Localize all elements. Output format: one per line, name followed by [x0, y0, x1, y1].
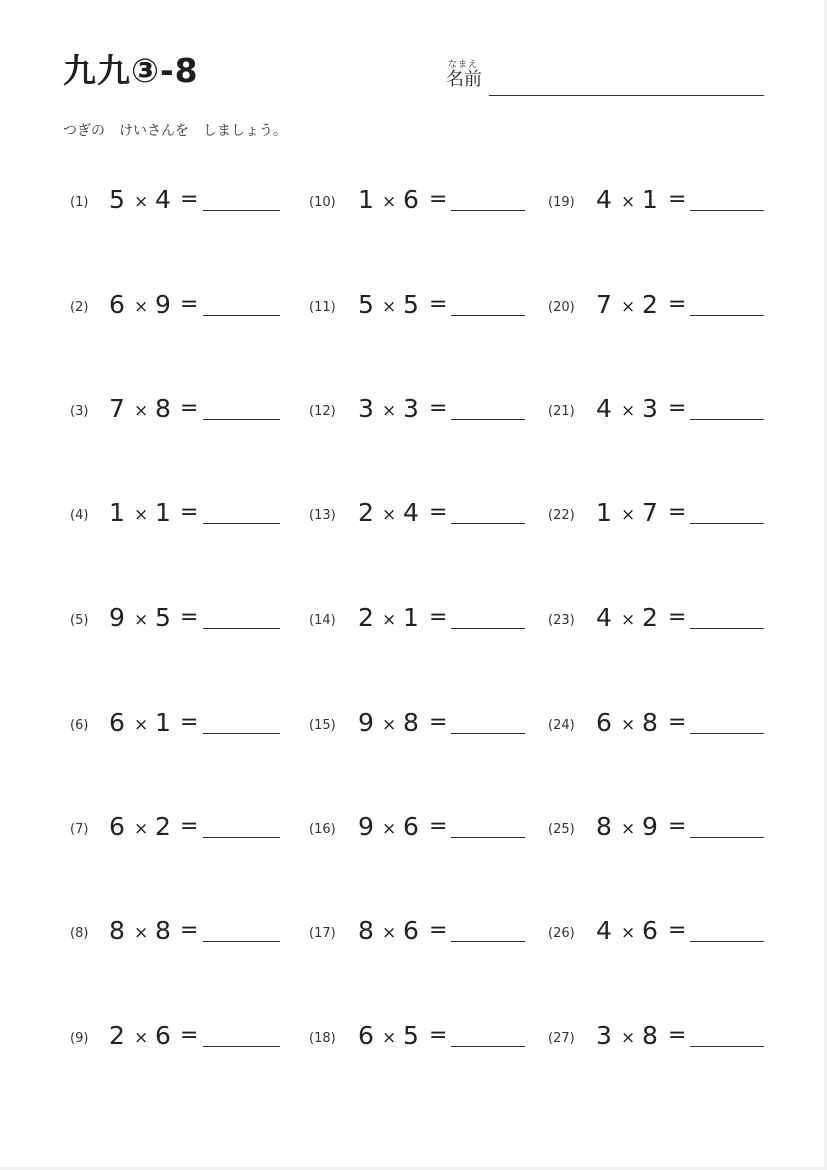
- equals-sign: =: [668, 292, 687, 317]
- multiplicand: 5: [109, 185, 125, 214]
- problem-item: [70, 601, 300, 641]
- problem-number: (9): [70, 1031, 89, 1046]
- multiplicand: 6: [109, 708, 125, 737]
- equals-sign: =: [668, 500, 687, 525]
- times-sign: ×: [621, 610, 636, 630]
- multiplier: 8: [155, 916, 171, 945]
- answer-blank[interactable]: [451, 628, 525, 629]
- problem-number: (18): [309, 1031, 336, 1046]
- times-sign: ×: [134, 923, 149, 943]
- multiplicand: 9: [358, 708, 374, 737]
- times-sign: ×: [621, 715, 636, 735]
- problem-item: [70, 288, 300, 328]
- times-sign: ×: [621, 1028, 636, 1048]
- problem-item: [548, 183, 778, 223]
- answer-blank[interactable]: [690, 837, 764, 838]
- equals-sign: =: [429, 500, 448, 525]
- name-field: [446, 60, 766, 100]
- times-sign: ×: [134, 505, 149, 525]
- times-sign: ×: [382, 923, 397, 943]
- multiplicand: 4: [596, 916, 612, 945]
- answer-blank[interactable]: [451, 1046, 525, 1047]
- problem-number: (8): [70, 926, 89, 941]
- equals-sign: =: [180, 814, 199, 839]
- problem-item: [70, 392, 300, 432]
- times-sign: ×: [382, 715, 397, 735]
- problem-number: (4): [70, 508, 89, 523]
- equals-sign: =: [668, 1023, 687, 1048]
- equals-sign: =: [180, 1023, 199, 1048]
- problem-number: (2): [70, 300, 89, 315]
- equals-sign: =: [429, 918, 448, 943]
- problem-number: (17): [309, 926, 336, 941]
- problem-number: (10): [309, 195, 336, 210]
- equals-sign: =: [180, 918, 199, 943]
- problem-item: [70, 914, 300, 954]
- problem-number: (7): [70, 822, 89, 837]
- multiplier: 6: [642, 916, 658, 945]
- problem-item: [70, 706, 300, 746]
- equals-sign: =: [429, 1023, 448, 1048]
- times-sign: ×: [134, 1028, 149, 1048]
- problem-number: (16): [309, 822, 336, 837]
- answer-blank[interactable]: [451, 210, 525, 211]
- answer-blank[interactable]: [451, 523, 525, 524]
- multiplicand: 8: [358, 916, 374, 945]
- multiplicand: 1: [596, 498, 612, 527]
- times-sign: ×: [621, 192, 636, 212]
- problem-item: [548, 706, 778, 746]
- answer-blank[interactable]: [690, 523, 764, 524]
- answer-blank[interactable]: [203, 523, 280, 524]
- answer-blank[interactable]: [451, 315, 525, 316]
- multiplicand: 1: [109, 498, 125, 527]
- problem-item: [548, 496, 778, 536]
- problem-item: [309, 810, 539, 850]
- equals-sign: =: [429, 814, 448, 839]
- answer-blank[interactable]: [690, 419, 764, 420]
- equals-sign: =: [668, 187, 687, 212]
- times-sign: ×: [134, 610, 149, 630]
- equals-sign: =: [180, 605, 199, 630]
- problem-item: [548, 1019, 778, 1059]
- answer-blank[interactable]: [203, 1046, 280, 1047]
- times-sign: ×: [382, 1028, 397, 1048]
- times-sign: ×: [621, 401, 636, 421]
- equals-sign: =: [668, 396, 687, 421]
- problem-item: [548, 914, 778, 954]
- times-sign: ×: [134, 819, 149, 839]
- problem-number: (27): [548, 1031, 575, 1046]
- problem-number: (25): [548, 822, 575, 837]
- problem-number: (3): [70, 404, 89, 419]
- multiplicand: 3: [358, 394, 374, 423]
- answer-blank[interactable]: [451, 419, 525, 420]
- multiplicand: 6: [109, 290, 125, 319]
- name-write-line[interactable]: [489, 95, 764, 96]
- answer-blank[interactable]: [690, 315, 764, 316]
- problem-number: (20): [548, 300, 575, 315]
- problem-number: (11): [309, 300, 336, 315]
- multiplier: 5: [403, 1021, 419, 1050]
- multiplier: 4: [403, 498, 419, 527]
- multiplier: 2: [642, 290, 658, 319]
- multiplicand: 2: [109, 1021, 125, 1050]
- multiplier: 5: [155, 603, 171, 632]
- multiplier: 3: [403, 394, 419, 423]
- equals-sign: =: [668, 605, 687, 630]
- times-sign: ×: [134, 401, 149, 421]
- equals-sign: =: [429, 292, 448, 317]
- problem-item: [548, 601, 778, 641]
- equals-sign: =: [668, 814, 687, 839]
- times-sign: ×: [621, 505, 636, 525]
- equals-sign: =: [429, 396, 448, 421]
- multiplier: 1: [403, 603, 419, 632]
- answer-blank[interactable]: [690, 941, 764, 942]
- problem-number: (15): [309, 718, 336, 733]
- multiplicand: 4: [596, 603, 612, 632]
- equals-sign: =: [180, 500, 199, 525]
- answer-blank[interactable]: [451, 941, 525, 942]
- multiplier: 7: [642, 498, 658, 527]
- problem-number: (5): [70, 613, 89, 628]
- multiplicand: 5: [358, 290, 374, 319]
- answer-blank[interactable]: [203, 210, 280, 211]
- worksheet-title: 九九③-8: [63, 51, 199, 90]
- times-sign: ×: [621, 819, 636, 839]
- problem-item: [309, 392, 539, 432]
- multiplicand: 6: [596, 708, 612, 737]
- answer-blank[interactable]: [203, 315, 280, 316]
- problem-number: (14): [309, 613, 336, 628]
- problem-number: (26): [548, 926, 575, 941]
- problem-item: [70, 496, 300, 536]
- problem-item: [309, 288, 539, 328]
- times-sign: ×: [382, 297, 397, 317]
- multiplier: 6: [403, 185, 419, 214]
- times-sign: ×: [382, 192, 397, 212]
- multiplicand: 4: [596, 394, 612, 423]
- multiplicand: 8: [596, 812, 612, 841]
- multiplier: 2: [155, 812, 171, 841]
- multiplier: 3: [642, 394, 658, 423]
- multiplicand: 9: [358, 812, 374, 841]
- multiplicand: 4: [596, 185, 612, 214]
- answer-blank[interactable]: [690, 210, 764, 211]
- equals-sign: =: [429, 187, 448, 212]
- multiplier: 6: [403, 916, 419, 945]
- equals-sign: =: [180, 292, 199, 317]
- answer-blank[interactable]: [203, 419, 280, 420]
- multiplicand: 9: [109, 603, 125, 632]
- problem-item: [309, 706, 539, 746]
- multiplicand: 8: [109, 916, 125, 945]
- answer-blank[interactable]: [203, 733, 280, 734]
- problem-number: (1): [70, 195, 89, 210]
- equals-sign: =: [668, 710, 687, 735]
- multiplier: 2: [642, 603, 658, 632]
- times-sign: ×: [621, 297, 636, 317]
- multiplier: 1: [155, 708, 171, 737]
- multiplier: 9: [642, 812, 658, 841]
- answer-blank[interactable]: [203, 837, 280, 838]
- multiplier: 5: [403, 290, 419, 319]
- times-sign: ×: [382, 610, 397, 630]
- times-sign: ×: [134, 297, 149, 317]
- answer-blank[interactable]: [203, 628, 280, 629]
- multiplier: 6: [403, 812, 419, 841]
- problem-item: [309, 601, 539, 641]
- name-ruby: なまえ: [448, 60, 479, 70]
- multiplier: 8: [642, 708, 658, 737]
- multiplicand: 7: [596, 290, 612, 319]
- equals-sign: =: [180, 710, 199, 735]
- problem-item: [548, 392, 778, 432]
- multiplicand: 1: [358, 185, 374, 214]
- multiplicand: 6: [109, 812, 125, 841]
- times-sign: ×: [134, 192, 149, 212]
- problem-item: [309, 1019, 539, 1059]
- name-label: 名前: [446, 69, 482, 90]
- times-sign: ×: [382, 505, 397, 525]
- problem-item: [548, 288, 778, 328]
- problem-item: [309, 183, 539, 223]
- answer-blank[interactable]: [451, 837, 525, 838]
- problem-number: (24): [548, 718, 575, 733]
- times-sign: ×: [382, 819, 397, 839]
- multiplicand: 3: [596, 1021, 612, 1050]
- problem-number: (19): [548, 195, 575, 210]
- multiplier: 8: [403, 708, 419, 737]
- answer-blank[interactable]: [690, 1046, 764, 1047]
- answer-blank[interactable]: [690, 733, 764, 734]
- answer-blank[interactable]: [451, 733, 525, 734]
- problem-item: [70, 1019, 300, 1059]
- problem-number: (22): [548, 508, 575, 523]
- multiplier: 8: [642, 1021, 658, 1050]
- problem-item: [70, 810, 300, 850]
- problem-number: (13): [309, 508, 336, 523]
- times-sign: ×: [134, 715, 149, 735]
- multiplier: 6: [155, 1021, 171, 1050]
- answer-blank[interactable]: [690, 628, 764, 629]
- problem-number: (12): [309, 404, 336, 419]
- multiplier: 9: [155, 290, 171, 319]
- problem-number: (6): [70, 718, 89, 733]
- equals-sign: =: [668, 918, 687, 943]
- multiplicand: 6: [358, 1021, 374, 1050]
- problem-item: [70, 183, 300, 223]
- problem-item: [309, 914, 539, 954]
- multiplier: 1: [642, 185, 658, 214]
- multiplier: 4: [155, 185, 171, 214]
- times-sign: ×: [621, 923, 636, 943]
- answer-blank[interactable]: [203, 941, 280, 942]
- multiplier: 1: [155, 498, 171, 527]
- multiplicand: 2: [358, 603, 374, 632]
- problem-number: (23): [548, 613, 575, 628]
- multiplicand: 2: [358, 498, 374, 527]
- problem-item: [548, 810, 778, 850]
- problem-item: [309, 496, 539, 536]
- multiplier: 8: [155, 394, 171, 423]
- multiplicand: 7: [109, 394, 125, 423]
- times-sign: ×: [382, 401, 397, 421]
- equals-sign: =: [429, 710, 448, 735]
- equals-sign: =: [180, 396, 199, 421]
- instruction-text: つぎの けいさんを しましょう。: [63, 123, 287, 139]
- equals-sign: =: [180, 187, 199, 212]
- problem-number: (21): [548, 404, 575, 419]
- equals-sign: =: [429, 605, 448, 630]
